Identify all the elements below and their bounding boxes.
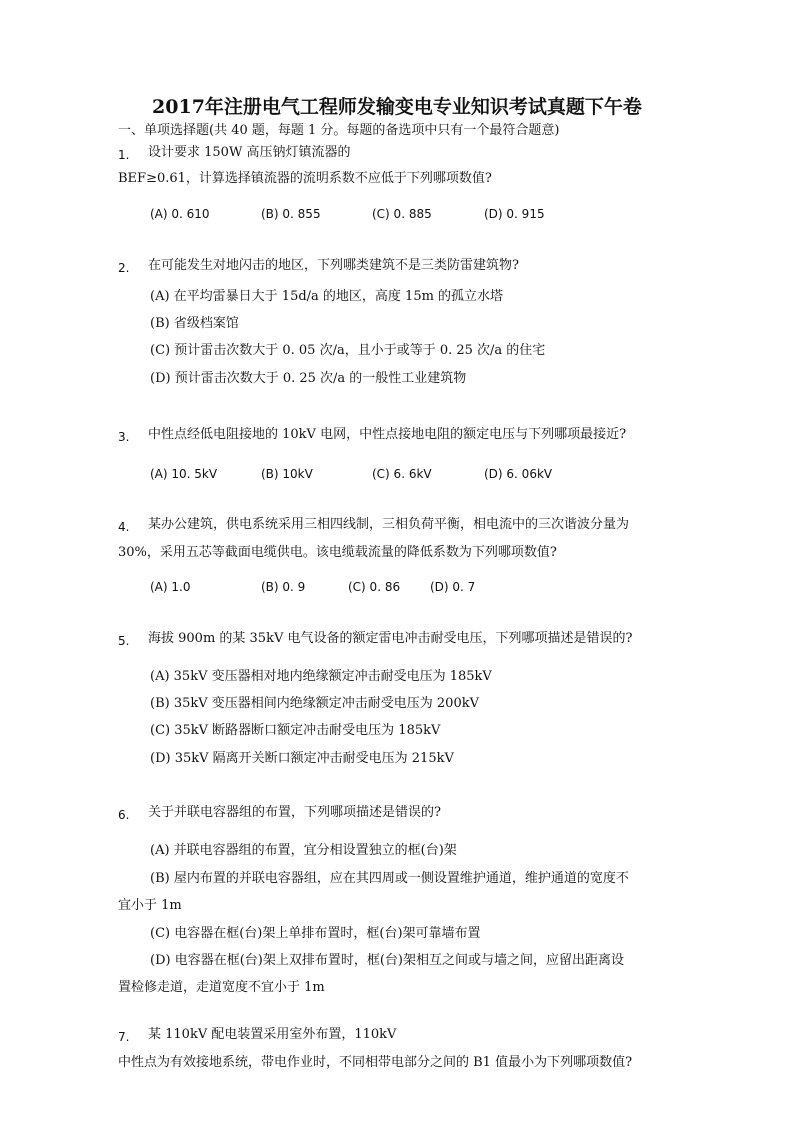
- question-4-number: 4.: [118, 520, 130, 534]
- question-3-option-b: (B) 10kV: [261, 467, 313, 481]
- question-2-option-d: (D) 预计雷击次数大于 0. 25 次/a 的一般性工业建筑物: [150, 371, 467, 386]
- question-1-number: 1.: [118, 148, 130, 162]
- question-3-text: 中性点经低电阻接地的 10kV 电网，中性点接地电阻的额定电压与下列哪项最接近?: [148, 427, 627, 442]
- question-1-option-b: (B) 0. 855: [261, 207, 321, 221]
- question-6-option-d-line-1: (D) 电容器在框(台)架上双排布置时，框(台)架相互之间或与墙之间，应留出距离设: [150, 953, 624, 968]
- question-6-option-b-line-1: (B) 屋内布置的并联电容器组，应在其四周或一侧设置维护通道，维护通道的宽度不: [150, 871, 629, 886]
- question-4-text-line-1: 某办公建筑，供电系统采用三相四线制，三相负荷平衡，相电流中的三次谐波分量为: [148, 517, 630, 532]
- question-3-option-a: (A) 10. 5kV: [150, 467, 218, 481]
- question-4-option-d: (D) 0. 7: [430, 580, 476, 594]
- question-1-option-c: (C) 0. 885: [372, 207, 432, 221]
- question-2-number: 2.: [118, 261, 130, 275]
- question-4-text-line-2: 30%，采用五芯等截面电缆供电。该电缆载流量的降低系数为下列哪项数值?: [118, 545, 557, 560]
- question-7-text-line-1: 某 110kV 配电装置采用室外布置，110kV: [148, 1027, 397, 1042]
- question-6-option-d-line-2: 置检修走道，走道宽度不宜小于 1m: [118, 980, 325, 995]
- question-1-option-d: (D) 0. 915: [484, 207, 545, 221]
- question-2-option-a: (A) 在平均雷暴日大于 15d/a 的地区，高度 15m 的孤立水塔: [150, 289, 504, 304]
- question-6-option-c: (C) 电容器在框(台)架上单排布置时，框(台)架可靠墙布置: [150, 926, 481, 941]
- question-3-option-c: (C) 6. 6kV: [372, 467, 432, 481]
- question-5-number: 5.: [118, 634, 130, 648]
- question-3-option-d: (D) 6. 06kV: [484, 467, 553, 481]
- question-2-text: 在可能发生对地闪击的地区，下列哪类建筑不是三类防雷建筑物?: [148, 258, 519, 273]
- question-7-text-line-2: 中性点为有效接地系统，带电作业时，不同相带电部分之间的 B1 值最小为下列哪项数值?: [118, 1055, 633, 1070]
- question-5-option-b: (B) 35kV 变压器相间内绝缘额定冲击耐受电压为 200kV: [150, 696, 479, 711]
- question-4-option-a: (A) 1.0: [150, 580, 191, 594]
- page-title: 2017年注册电气工程师发输变电专业知识考试真题下午卷: [152, 96, 642, 118]
- question-6-number: 6.: [118, 808, 130, 822]
- question-5-option-c: (C) 35kV 断路器断口额定冲击耐受电压为 185kV: [150, 723, 441, 738]
- question-5-option-d: (D) 35kV 隔离开关断口额定冲击耐受电压为 215kV: [150, 751, 454, 766]
- section-heading: 一、单项选择题(共 40 题，每题 1 分。每题的备选项中只有一个最符合题意): [118, 123, 560, 138]
- question-5-text: 海拔 900m 的某 35kV 电气设备的额定雷电冲击耐受电压，下列哪项描述是错误的?: [148, 631, 633, 646]
- question-5-option-a: (A) 35kV 变压器相对地内绝缘额定冲击耐受电压为 185kV: [150, 669, 492, 684]
- question-3-number: 3.: [118, 430, 130, 444]
- question-1-text-line-2: BEF≥0.61，计算选择镇流器的流明系数不应低于下列哪项数值?: [118, 171, 492, 186]
- question-6-option-a: (A) 并联电容器组的布置，宜分相设置独立的框(台)架: [150, 843, 457, 858]
- question-7-number: 7.: [118, 1030, 130, 1044]
- question-6-text: 关于并联电容器组的布置，下列哪项描述是错误的?: [148, 805, 441, 820]
- question-6-option-b-line-2: 宜小于 1m: [118, 898, 182, 913]
- question-1-text-line-1: 设计要求 150W 高压钠灯镇流器的: [148, 145, 351, 160]
- question-2-option-b: (B) 省级档案馆: [150, 316, 239, 331]
- question-4-option-b: (B) 0. 9: [261, 580, 306, 594]
- question-4-option-c: (C) 0. 86: [348, 580, 401, 594]
- question-2-option-c: (C) 预计雷击次数大于 0. 05 次/a，且小于或等于 0. 25 次/a 的住宅: [150, 343, 546, 358]
- question-1-option-a: (A) 0. 610: [150, 207, 210, 221]
